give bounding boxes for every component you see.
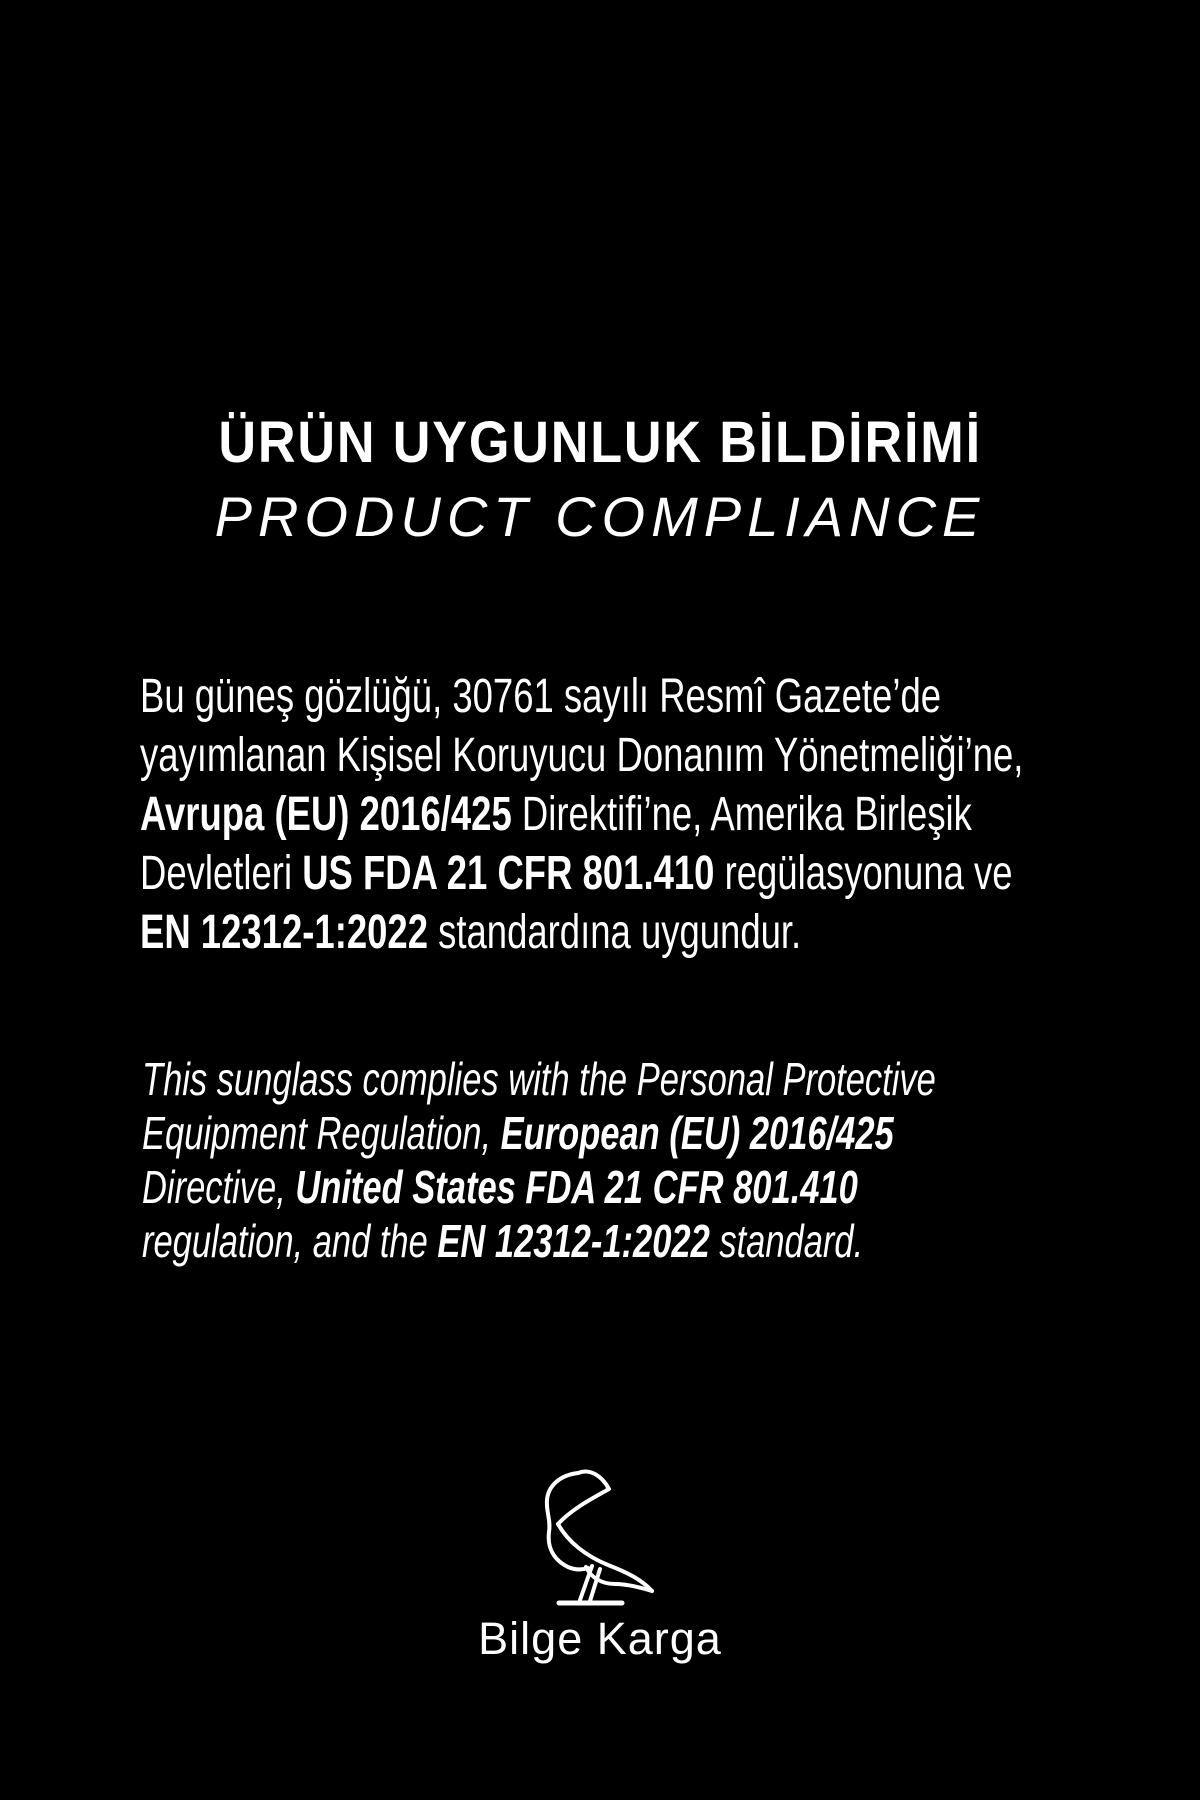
paragraph-line: yayımlanan Kişisel Koruyucu Donanım Yönetmeliği’ne, [140,729,1024,782]
paragraph-line: regulation, and the EN 12312-1:2022 standard. [142,1215,864,1267]
turkish-compliance-paragraph [140,667,1023,962]
paragraph-line: EN 12312-1:2022 standardına uygundur. [140,906,802,959]
page-title-turkish-text: ÜRÜN UYGUNLUK BİLDİRİMİ [218,410,982,475]
crow-logo-icon [542,1468,657,1608]
paragraph-line: Directive, United States FDA 21 CFR 801.410 [142,1161,858,1213]
page-title-turkish [0,410,1200,475]
paragraph-line: Devletleri US FDA 21 CFR 801.410 regülasyonuna ve [140,847,1013,900]
paragraph-line: Equipment Regulation, European (EU) 2016/425 [142,1107,894,1159]
paragraph-line: Avrupa (EU) 2016/425 Direktifi’ne, Amerika Birleşik [140,788,972,841]
paragraph-line: This sunglass complies with the Personal Protective [142,1053,936,1105]
page-title-english [0,485,1200,548]
page-title-english-text: PRODUCT COMPLIANCE [214,485,986,548]
brand-name: Bilge Karga [478,1613,722,1664]
english-compliance-paragraph [142,1052,936,1268]
paragraph-line: Bu güneş gözlüğü, 30761 sayılı Resmî Gazete’de [140,670,942,723]
